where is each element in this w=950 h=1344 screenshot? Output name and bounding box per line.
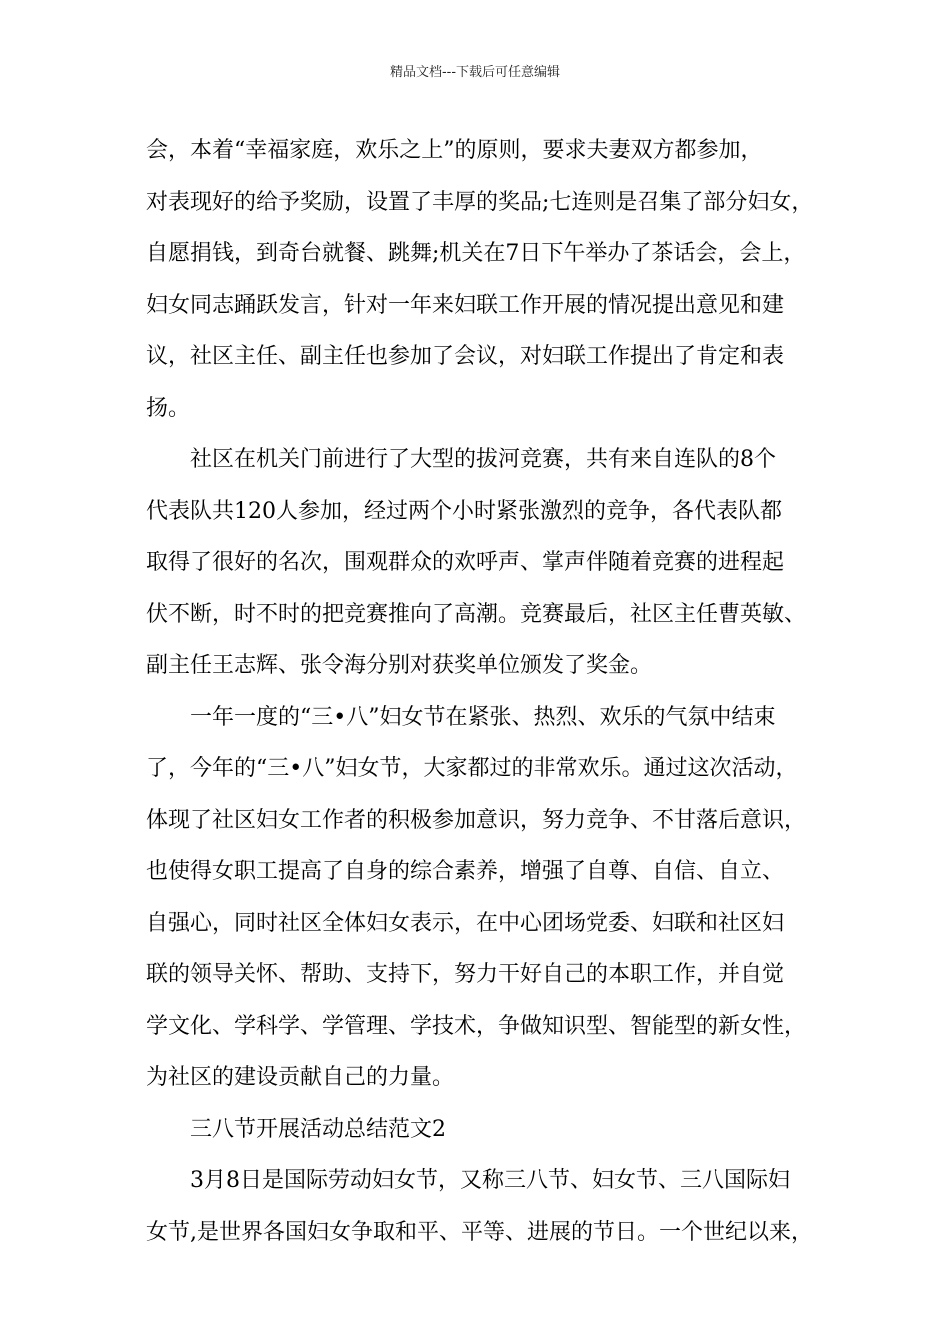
text-line: 体现了社区妇女工作者的积极参加意识，努力竞争、不甘落后意识，: [146, 807, 807, 833]
text-line: 了，今年的“三•八”妇女节，大家都过的非常欢乐。通过这次活动，: [146, 756, 798, 781]
text-line: 女节,是世界各国妇女争取和平、平等、进展的节日。一个世纪以来，: [146, 1219, 813, 1245]
text-line: 联的领导关怀、帮助、支持下，努力干好自己的本职工作，并自觉: [146, 962, 785, 987]
text-line: 自强心，同时社区全体妇女表示，在中心团场党委、妇联和社区妇: [146, 910, 785, 936]
text-line: 取得了很好的名次，围观群众的欢呼声、掌声伴随着竞赛的进程起: [146, 550, 785, 575]
text-line: 妇女同志踊跃发言，针对一年来妇联工作开展的情况提出意见和建: [146, 292, 785, 318]
text-line: 也使得女职工提高了自身的综合素养，增强了自尊、自信、自立、: [146, 859, 785, 884]
text-line: 对表现好的给予奖励，设置了丰厚的奖品;七连则是召集了部分妇女，: [146, 189, 814, 215]
page-header: 精品文档---下载后可任意编辑: [389, 65, 561, 80]
text-line: 扬。: [146, 395, 191, 421]
text-line: 为社区的建设贡献自己的力量。: [146, 1065, 455, 1090]
text-line: 一年一度的“三•八”妇女节在紧张、热烈、欢乐的气氛中结束: [190, 704, 776, 730]
paragraph: [146, 434, 836, 692]
paragraph: [146, 1155, 836, 1258]
section-heading-text: 三八节开展活动总结范文2: [190, 1116, 446, 1142]
text-line: 自愿捐钱，到奇台就餐、跳舞;机关在7日下午举办了茶话会，会上，: [146, 241, 806, 266]
document-body: [146, 125, 836, 1258]
text-line: 议，社区主任、副主任也参加了会议，对妇联工作提出了肯定和表: [146, 344, 785, 369]
text-line: 会，本着“幸福家庭，欢乐之上”的原则，要求夫妻双方都参加，: [146, 138, 763, 163]
text-line: 伏不断，时不时的把竞赛推向了高潮。竞赛最后，社区主任曹英敏、: [146, 601, 807, 627]
paragraph: [146, 692, 836, 1104]
text-line: 学文化、学科学、学管理、学技术，争做知识型、智能型的新女性，: [146, 1013, 807, 1039]
text-line: 副主任王志辉、张令海分别对获奖单位颁发了奖金。: [146, 653, 653, 678]
text-line: 社区在机关门前进行了大型的拔河竞赛，共有来自连队的8个: [190, 447, 776, 472]
text-line: 3月8日是国际劳动妇女节，又称三八节、妇女节、三八国际妇: [190, 1168, 790, 1193]
text-line: 代表队共120人参加，经过两个小时紧张激烈的竞争，各代表队都: [146, 498, 782, 524]
section-heading: [146, 1104, 836, 1156]
paragraph: [146, 125, 836, 434]
